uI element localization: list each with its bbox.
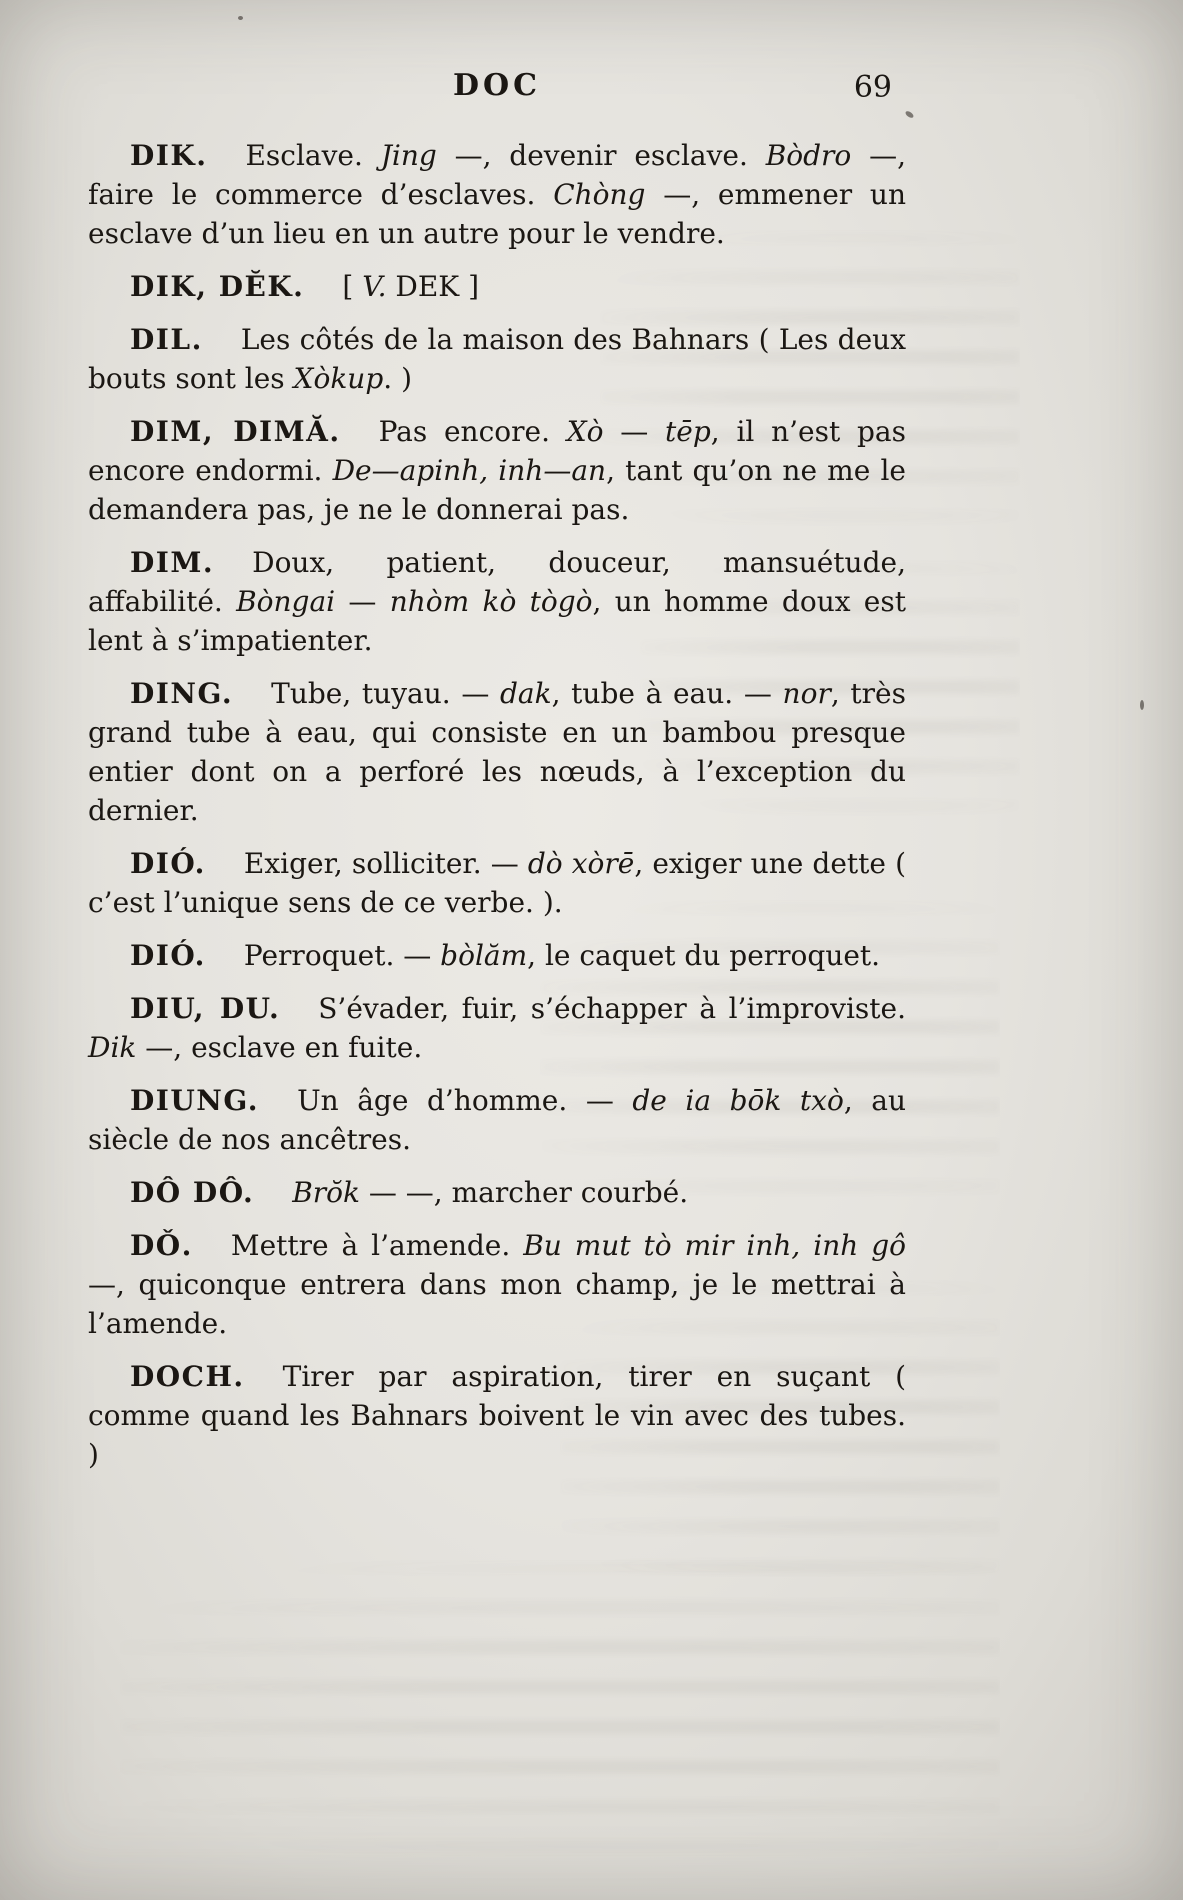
ink-speck [904,110,914,119]
page-header [88,68,906,108]
entry-text: bòlăm [440,939,528,972]
headword: DIÓ. [130,939,206,972]
entry-text: DEK ] [386,270,480,303]
entry-text: , le caquet du perroquet. [527,939,881,972]
dictionary-entry [88,844,906,922]
entry-text: [ [342,270,363,303]
headword: DIK, DĔK. [130,270,305,303]
entry-text: , tant qu’on ne me le demandera pas, je ne le donnerai pas. [88,454,906,526]
entry-text: — [335,585,390,618]
entry-text: — [603,415,666,448]
headword: DǑ. [130,1229,193,1262]
dictionary-entry [88,674,906,830]
entry-text: Tube, tuyau. — [271,677,500,710]
headword: DIÓ. [130,847,206,880]
entry-text: —, esclave en fuite. [136,1031,423,1064]
entry-text: dò xòrē [527,847,635,880]
headword: DIM, DIMĂ. [130,415,341,448]
dictionary-entries [88,136,906,1488]
dictionary-entry [88,136,906,253]
headword: DIL. [130,323,203,356]
entry-text: , il n’est pas encore endormi. [88,415,906,487]
headword: DOCH. [130,1360,245,1393]
ink-speck [238,16,243,20]
dictionary-entry [88,412,906,529]
headword: DÔ DÔ. [130,1176,255,1209]
entry-text: Xòkup [293,362,384,395]
entry-text: , au siècle de nos ancêtres. [88,1084,906,1156]
headword: DIUNG. [130,1084,260,1117]
headword: DING. [130,677,234,710]
entry-text: dak [500,677,552,710]
running-title: DOC [452,68,542,103]
bleedthrough-artifact [120,1560,1000,1860]
dictionary-entry [88,543,906,660]
entry-text: S’évader, fuir, s’échapper à l’improviste. [318,992,906,1025]
entry-text: . ) [383,362,412,395]
dictionary-entry [88,267,906,306]
entry-text: Dik [88,1031,137,1064]
ink-speck [1140,700,1144,710]
entry-text: De—apinh, inh—an [332,454,607,487]
entry-text: de ia bōk txò [632,1084,844,1117]
entry-text: Bòngai [236,585,336,618]
entry-text: —, emmener un esclave d’un lieu en un autre pour le vendre. [88,178,906,250]
entry-text: , très grand tube à eau, qui consiste en un bambou presque entier dont on a perforé les nœuds, à l’exception du dernier. [88,677,906,827]
entry-text: , un homme doux est lent à s’impatienter. [88,585,906,657]
entry-text: —, devenir esclave. [436,139,766,172]
entry-text: —, faire le commerce d’esclaves. [88,139,906,211]
headword: DIK. [130,139,208,172]
headword: DIM. [130,546,215,579]
dictionary-entry [88,320,906,398]
entry-text: , exiger une dette ( c’est l’unique sens de ce verbe. ). [88,847,906,919]
entry-text: Perroquet. — [243,939,441,972]
entry-text: Mettre à l’amende. [230,1229,524,1262]
entry-text: Jing [380,139,437,172]
dictionary-entry [88,936,906,975]
dictionary-entry [88,989,906,1067]
entry-text: Brŏk [292,1176,360,1209]
entry-text: Xò [566,415,604,448]
entry-text: Doux, patient, douceur, mansuétude, affabilité. [88,546,906,618]
dictionary-entry [88,1357,906,1474]
entry-text: Esclave. [245,139,381,172]
entry-text: Chòng [553,178,646,211]
dictionary-entry [88,1226,906,1343]
entry-text: Tirer par aspiration, tirer en suçant ( comme quand les Bahnars boivent le vin avec des tubes. ) [88,1360,906,1471]
headword: DIU, DU. [130,992,281,1025]
entry-text: tēp [665,415,711,448]
entry-text: —, quiconque entrera dans mon champ, je le mettrai à l’amende. [88,1268,906,1340]
dictionary-entry [88,1081,906,1159]
entry-text: — —, marcher courbé. [360,1176,689,1209]
entry-text: nhòm kò tògò [389,585,593,618]
entry-text: Un âge d’homme. — [297,1084,633,1117]
entry-text: Exiger, solliciter. — [243,847,528,880]
page-number: 69 [853,70,892,105]
entry-text: Bu mut tò mir inh, inh gô [523,1229,906,1262]
entry-text: , tube à eau. — [551,677,783,710]
entry-text: V. [362,270,387,303]
entry-text: Les côtés de la maison des Bahnars ( Les deux bouts sont les [88,323,906,395]
dictionary-entry [88,1173,906,1212]
entry-text: Pas encore. [378,415,567,448]
entry-text: nor [782,677,831,710]
entry-text: Bòdro [765,139,852,172]
